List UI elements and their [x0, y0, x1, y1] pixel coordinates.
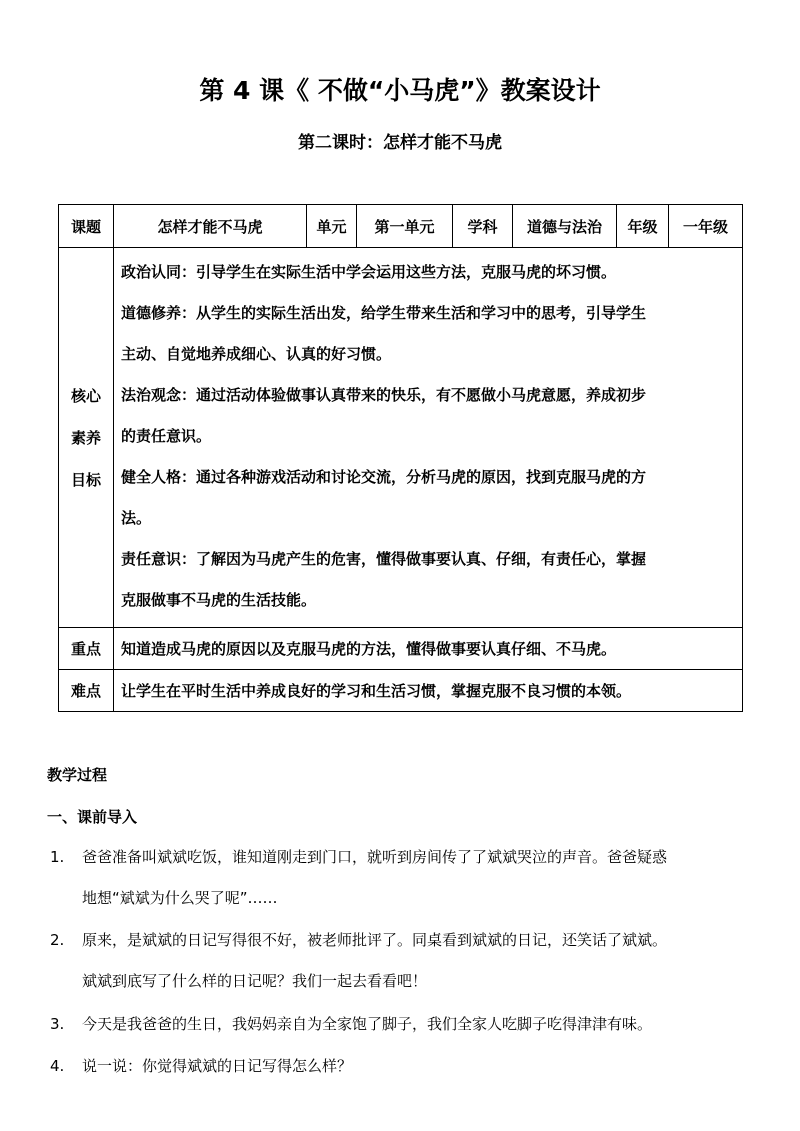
- list-item-number: 1.: [50, 848, 65, 866]
- lesson-plan-table: [58, 204, 743, 712]
- process-heading: 教学过程: [47, 766, 108, 784]
- list-item-number: 3.: [50, 1015, 65, 1033]
- core-goal-line: 健全人格：通过各种游戏活动和讨论交流，分析马虎的原因，找到克服马虎的方: [121, 468, 647, 486]
- unit-value: 第一单元: [357, 205, 453, 248]
- difficulty-row: [59, 670, 743, 712]
- list-item: [50, 1004, 765, 1045]
- core-goal-line: 克服做事不马虎的生活技能。: [121, 591, 317, 609]
- list-item-line: 地想“斌斌为什么哭了呢”……: [82, 889, 278, 907]
- key-point-row: [59, 628, 743, 670]
- list-item-line: 今天是我爸爸的生日，我妈妈亲自为全家饱了脚子，我们全家人吃脚子吃得津津有味。: [82, 1015, 653, 1033]
- key-point-label: 重点: [59, 628, 114, 670]
- core-goals-row: [59, 248, 743, 628]
- list-item-line: 爸爸准备叫斌斌吃饭，谁知道刚走到门口，就听到房间传了了斌斌哭泣的声音。爸爸疑惑: [82, 848, 668, 866]
- subject-value: 道德与法治: [513, 205, 617, 248]
- list-item-line: 原来，是斌斌的日记写得很不好，被老师批评了。同桌看到斌斌的日记，还笑话了斌斌。: [82, 931, 668, 949]
- list-item-number: 4.: [50, 1057, 65, 1075]
- key-point-text: 知道造成马虎的原因以及克服马虎的方法，懂得做事要认真仔细、不马虎。: [114, 628, 743, 670]
- core-label-line: 目标: [70, 470, 101, 489]
- list-item: [50, 837, 765, 919]
- grade-value: 一年级: [669, 205, 743, 248]
- document-subtitle: 第二课时：怎样才能不马虎: [298, 133, 502, 153]
- grade-label: 年级: [617, 205, 669, 248]
- unit-label: 单元: [307, 205, 357, 248]
- difficulty-label: 难点: [59, 670, 114, 712]
- core-label-line: 素养: [70, 428, 101, 447]
- table-header-row: [59, 205, 743, 248]
- core-label-line: 核心: [70, 386, 101, 405]
- core-goal-line: 政治认同：引导学生在实际生活中学会运用这些方法，克服马虎的坏习惯。: [121, 263, 617, 281]
- core-goal-line: 法。: [121, 509, 152, 527]
- list-item: [50, 920, 765, 1002]
- core-goal-line: 的责任意识。: [121, 427, 212, 445]
- list-item: [50, 1046, 765, 1087]
- list-item-line: 斌斌到底写了什么样的日记呢？我们一起去看看吧！: [82, 972, 428, 990]
- core-goals-text: [114, 248, 743, 628]
- document-title: 第 4 课《 不做“小马虎”》教案设计: [199, 76, 601, 105]
- core-goal-line: 主动、自觉地养成细心、认真的好习惯。: [121, 345, 392, 363]
- list-item-number: 2.: [50, 931, 65, 949]
- core-goal-line: 法治观念：通过活动体验做事认真带来的快乐，有不愿做小马虎意愿，养成初步: [121, 386, 647, 404]
- list-item-line: 说一说：你觉得斌斌的日记写得怎么样？: [82, 1057, 353, 1075]
- section-intro-heading: 一、课前导入: [47, 808, 138, 826]
- core-goals-label: [59, 248, 114, 628]
- subject-label: 学科: [453, 205, 513, 248]
- topic-value: 怎样才能不马虎: [114, 205, 307, 248]
- core-goal-line: 责任意识：了解因为马虎产生的危害，懂得做事要认真、仔细，有责任心，掌握: [121, 550, 647, 568]
- difficulty-text: 让学生在平时生活中养成良好的学习和生活习惯，掌握克服不良习惯的本领。: [114, 670, 743, 712]
- core-goal-line: 道德修养：从学生的实际生活出发，给学生带来生活和学习中的思考，引导学生: [121, 304, 647, 322]
- topic-label: 课题: [59, 205, 114, 248]
